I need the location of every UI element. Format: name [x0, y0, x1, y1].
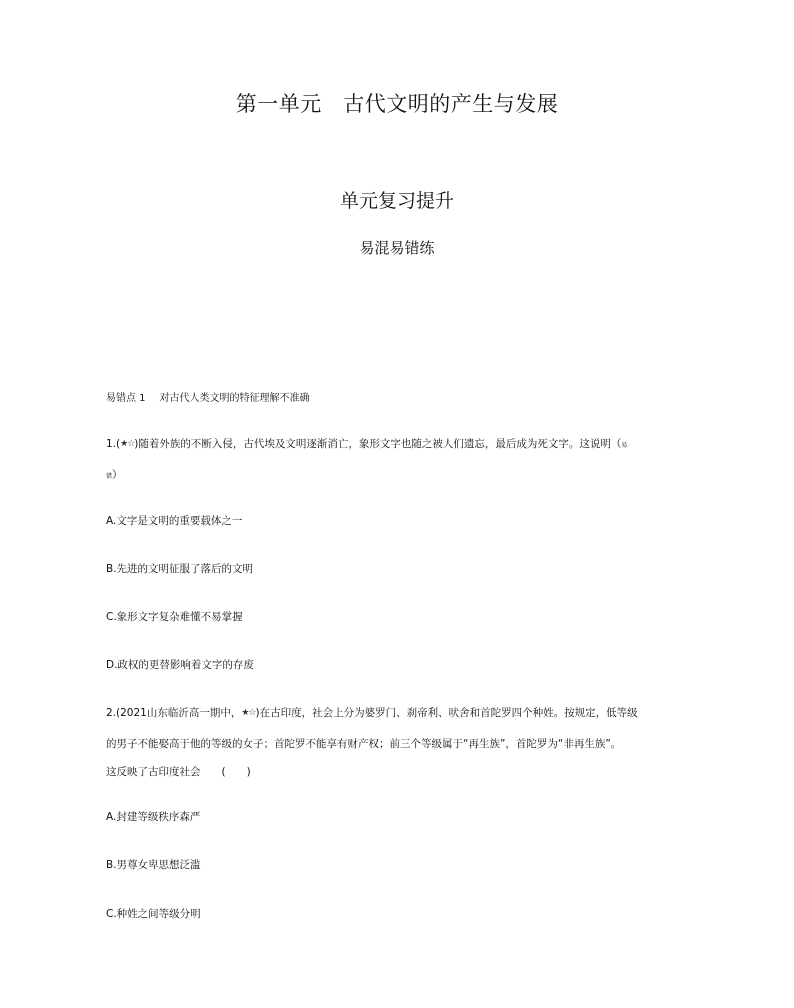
error-point-label: 易错点 1	[106, 393, 146, 404]
question-1-tag-part2: 错	[106, 473, 113, 480]
question-1-option-d: D.政权的更替影响着文字的存废	[106, 659, 254, 671]
question-1-option-a: A.文字是文明的重要载体之一	[106, 515, 243, 527]
difficulty-stars-icon: ★☆	[120, 439, 135, 449]
question-1-stem-line2: 错）	[106, 469, 123, 481]
question-2-option-b: B.男尊女卑思想泛滥	[106, 859, 201, 871]
section-title: 单元复习提升	[339, 190, 454, 212]
question-1-option-c: C.象形文字复杂难懂不易掌握	[106, 611, 243, 623]
unit-title: 第一单元 古代文明的产生与发展	[235, 92, 559, 116]
question-2-stem-line3: 这反映了古印度社会 ( )	[106, 766, 251, 778]
question-2-source: (2021山东临沂高一期中，	[116, 707, 242, 719]
question-2-stem-text: 在古印度，社会上分为婆罗门、刹帝利、吠舍和首陀罗四个种姓。按规定，低等级	[259, 707, 638, 719]
error-point-text: 对古代人类文明的特征理解不准确	[159, 393, 310, 404]
difficulty-stars-icon: ★☆	[241, 708, 256, 718]
question-2-stem-line1: 2.(2021山东临沂高一期中，★☆)在古印度，社会上分为婆罗门、刹帝利、吠舍和首陀罗四个种姓。按规定，低等级	[106, 707, 638, 719]
question-1-tag-part1: 易	[621, 442, 628, 449]
subsection-title: 易混易错练	[359, 239, 435, 257]
question-1-stem-line1: 1.(★☆)随着外族的不断入侵，古代埃及文明逐渐消亡，象形文字也随之被人们遗忘，最后成为死文字。这说明（易	[106, 438, 628, 450]
question-2-number: 2.	[106, 707, 117, 719]
question-2-option-c: C.种姓之间等级分明	[106, 908, 201, 920]
question-2-stem-line2: 的男子不能娶高于他的等级的女子；首陀罗不能享有财产权；前三个等级属于“再生族”，首陀罗为“非再生族”。	[106, 738, 622, 750]
question-1-stem-text: 随着外族的不断入侵，古代埃及文明逐渐消亡，象形文字也随之被人们遗忘，最后成为死文字。这说明（	[138, 438, 622, 450]
question-1-option-b: B.先进的文明征服了落后的文明	[106, 563, 254, 575]
question-1-number: 1.	[106, 438, 117, 450]
error-point-header	[106, 389, 310, 404]
question-2-option-a: A.封建等级秩序森严	[106, 811, 201, 823]
